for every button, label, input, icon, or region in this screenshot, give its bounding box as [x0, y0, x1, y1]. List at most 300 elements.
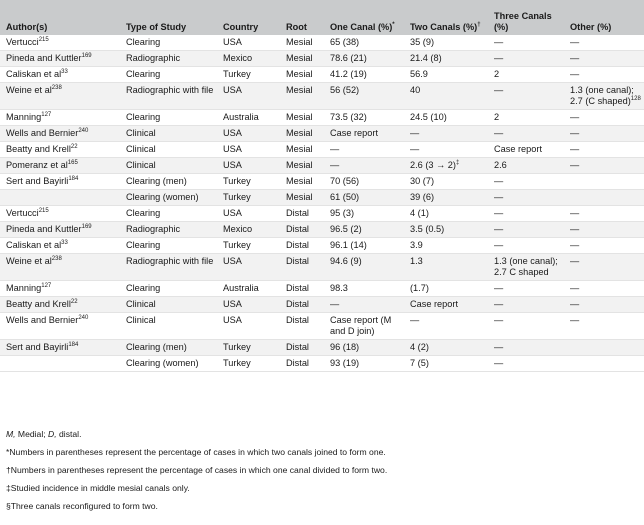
column-header — [120, 0, 217, 35]
column-header — [324, 0, 404, 35]
table-row — [0, 340, 644, 356]
other-cell — [564, 158, 644, 174]
author-cell-text: Vertucci — [6, 37, 39, 47]
root-cell-text: Mesial — [286, 85, 313, 95]
country-cell — [217, 254, 280, 281]
study-type-cell-text: Clearing — [126, 240, 161, 250]
three-canals-cell-text: — — [494, 85, 504, 95]
one-canal-cell-text: 73.5 (32) — [330, 112, 367, 122]
country-cell — [217, 67, 280, 83]
three-canals-cell — [488, 174, 564, 190]
study-type-cell-text: Clearing — [126, 37, 161, 47]
table-row — [0, 190, 644, 206]
country-cell — [217, 340, 280, 356]
column-header — [0, 0, 120, 35]
column-header — [217, 0, 280, 35]
other-cell — [564, 142, 644, 158]
table-row — [0, 281, 644, 297]
country-cell-text: Turkey — [223, 342, 251, 352]
root-cell — [280, 254, 324, 281]
three-canals-cell-text: — — [494, 283, 504, 293]
study-type-cell-text: Clinical — [126, 299, 156, 309]
author-cell — [0, 238, 120, 254]
table-row — [0, 174, 644, 190]
one-canal-cell — [324, 158, 404, 174]
other-cell — [564, 254, 644, 281]
root-cell — [280, 356, 324, 372]
reference-superscript: 215 — [38, 207, 49, 214]
country-cell-text: USA — [223, 208, 242, 218]
three-canals-cell-text: — — [494, 128, 504, 138]
column-header-label: Three Canals (%) — [494, 11, 552, 32]
reference-superscript: 184 — [68, 175, 79, 182]
other-cell — [564, 340, 644, 356]
two-canals-cell — [404, 297, 488, 313]
study-type-cell-text: Clearing — [126, 112, 161, 122]
author-cell — [0, 281, 120, 297]
reference-superscript: 238 — [51, 84, 62, 91]
author-cell — [0, 142, 120, 158]
one-canal-cell — [324, 281, 404, 297]
other-cell — [564, 356, 644, 372]
root-cell — [280, 297, 324, 313]
reference-superscript: 240 — [78, 314, 89, 321]
country-cell-text: USA — [223, 160, 242, 170]
study-type-cell — [120, 174, 217, 190]
two-canals-cell — [404, 142, 488, 158]
root-cell-text: Distal — [286, 240, 309, 250]
root-cell-text: Distal — [286, 208, 309, 218]
table-row — [0, 35, 644, 51]
other-cell — [564, 206, 644, 222]
root-cell-text: Mesial — [286, 160, 313, 170]
study-type-cell-text: Clearing (men) — [126, 342, 187, 352]
column-header-label: Type of Study — [126, 22, 187, 32]
root-cell — [280, 313, 324, 340]
two-canals-cell — [404, 254, 488, 281]
author-cell-text: Pineda and Kuttler — [6, 53, 82, 63]
three-canals-cell — [488, 110, 564, 126]
table-row — [0, 222, 644, 238]
country-cell-text: USA — [223, 315, 242, 325]
author-cell-text: Pineda and Kuttler — [6, 224, 82, 234]
two-canals-cell-text: 40 — [410, 85, 421, 95]
root-cell-text: Mesial — [286, 69, 313, 79]
three-canals-cell-text: — — [494, 176, 504, 186]
other-cell — [564, 297, 644, 313]
two-canals-cell — [404, 51, 488, 67]
study-type-cell — [120, 51, 217, 67]
two-canals-cell-text: (1.7) — [410, 283, 429, 293]
study-type-cell — [120, 206, 217, 222]
country-cell-text: USA — [223, 256, 242, 266]
one-canal-cell-text: 96.1 (14) — [330, 240, 367, 250]
three-canals-cell-text: 1.3 (one canal); 2.7 C shaped — [494, 256, 558, 277]
reference-superscript: 215 — [38, 36, 49, 43]
two-canals-cell — [404, 281, 488, 297]
study-type-cell — [120, 356, 217, 372]
footnote-star: *Numbers in parentheses represent the percentage of cases in which two canals joined to form one. — [6, 447, 386, 457]
other-cell — [564, 313, 644, 340]
country-cell — [217, 238, 280, 254]
one-canal-cell-text: — — [330, 144, 340, 154]
author-cell — [0, 356, 120, 372]
two-canals-cell — [404, 158, 488, 174]
study-type-cell-text: Radiographic with file — [126, 85, 214, 95]
author-cell — [0, 222, 120, 238]
country-cell — [217, 174, 280, 190]
three-canals-cell-text: — — [494, 358, 504, 368]
root-cell-text: Mesial — [286, 53, 313, 63]
two-canals-cell-text: — — [410, 144, 420, 154]
footnote-double-dagger: ‡Studied incidence in middle mesial canals only. — [6, 483, 190, 493]
two-canals-cell-text: 3.9 — [410, 240, 423, 250]
root-cell — [280, 281, 324, 297]
country-cell — [217, 281, 280, 297]
study-type-cell — [120, 190, 217, 206]
reference-superscript: 22 — [70, 298, 78, 305]
reference-superscript: 165 — [67, 159, 78, 166]
country-cell — [217, 35, 280, 51]
two-canals-cell — [404, 174, 488, 190]
study-type-cell-text: Clinical — [126, 160, 156, 170]
one-canal-cell — [324, 190, 404, 206]
two-canals-cell — [404, 67, 488, 83]
one-canal-cell-text: Case report (M and D join) — [330, 315, 392, 336]
root-cell-text: Distal — [286, 283, 309, 293]
three-canals-cell — [488, 254, 564, 281]
one-canal-cell-text: 96 (18) — [330, 342, 360, 352]
country-cell — [217, 190, 280, 206]
root-cell-text: Mesial — [286, 192, 313, 202]
two-canals-cell-text: 35 (9) — [410, 37, 435, 47]
root-cell — [280, 190, 324, 206]
three-canals-cell-text: — — [494, 240, 504, 250]
two-canals-cell-text: — — [410, 128, 420, 138]
three-canals-cell-text: Case report — [494, 144, 543, 154]
author-cell-text: Beatty and Krell — [6, 299, 71, 309]
study-type-cell — [120, 297, 217, 313]
one-canal-cell — [324, 51, 404, 67]
column-header-label: Author(s) — [6, 22, 48, 32]
country-cell-text: USA — [223, 37, 242, 47]
root-cell — [280, 340, 324, 356]
country-cell — [217, 142, 280, 158]
other-cell-text: — — [570, 256, 580, 266]
three-canals-cell-text: — — [494, 192, 504, 202]
country-cell-text: Australia — [223, 283, 259, 293]
three-canals-cell — [488, 340, 564, 356]
root-cell-text: Mesial — [286, 128, 313, 138]
root-cell — [280, 83, 324, 110]
two-canals-cell-text: Case report — [410, 299, 459, 309]
one-canal-cell — [324, 35, 404, 51]
study-type-cell-text: Clearing — [126, 69, 161, 79]
study-type-cell — [120, 254, 217, 281]
three-canals-cell-text: — — [494, 208, 504, 218]
one-canal-cell — [324, 110, 404, 126]
one-canal-cell-text: 61 (50) — [330, 192, 360, 202]
reference-superscript: 240 — [78, 127, 89, 134]
table-row — [0, 297, 644, 313]
country-cell-text: Turkey — [223, 240, 251, 250]
root-cell — [280, 174, 324, 190]
study-type-cell — [120, 126, 217, 142]
one-canal-cell-text: 65 (38) — [330, 37, 360, 47]
country-cell-text: Turkey — [223, 358, 251, 368]
three-canals-cell-text: — — [494, 299, 504, 309]
country-cell — [217, 83, 280, 110]
table-row — [0, 356, 644, 372]
two-canals-cell — [404, 206, 488, 222]
table-row — [0, 206, 644, 222]
author-cell-text: Wells and Bernier — [6, 315, 79, 325]
two-canals-cell — [404, 238, 488, 254]
footnote-dagger: †Numbers in parentheses represent the percentage of cases in which one canal divided to form two. — [6, 465, 388, 475]
three-canals-cell — [488, 281, 564, 297]
table-row — [0, 238, 644, 254]
two-canals-cell — [404, 190, 488, 206]
three-canals-cell — [488, 83, 564, 110]
two-canals-cell-text: 24.5 (10) — [410, 112, 447, 122]
country-cell-text: Australia — [223, 112, 259, 122]
study-type-cell-text: Radiographic with file — [126, 256, 214, 266]
one-canal-cell — [324, 174, 404, 190]
column-header — [280, 0, 324, 35]
header-row — [0, 0, 644, 35]
column-header — [488, 0, 564, 35]
root-cell — [280, 238, 324, 254]
reference-superscript: 22 — [70, 143, 78, 150]
two-canals-cell — [404, 35, 488, 51]
reference-superscript: 169 — [81, 223, 92, 230]
three-canals-cell — [488, 356, 564, 372]
author-cell — [0, 297, 120, 313]
table-row — [0, 67, 644, 83]
two-canals-cell — [404, 356, 488, 372]
author-cell-text: Manning — [6, 112, 42, 122]
one-canal-cell — [324, 238, 404, 254]
country-cell — [217, 313, 280, 340]
country-cell-text: Turkey — [223, 176, 251, 186]
other-cell-text: 1.3 (one canal); 2.7 (C shaped) — [570, 85, 634, 106]
three-canals-cell — [488, 158, 564, 174]
two-canals-cell — [404, 83, 488, 110]
table-row — [0, 83, 644, 110]
author-cell-text: Weine et al — [6, 256, 52, 266]
three-canals-cell — [488, 67, 564, 83]
column-header-label: Root — [286, 22, 307, 32]
reference-superscript: 184 — [68, 341, 79, 348]
country-cell — [217, 222, 280, 238]
study-type-cell-text: Clinical — [126, 144, 156, 154]
author-cell-text: Pomeranz et al — [6, 160, 68, 170]
column-header — [564, 0, 644, 35]
three-canals-cell — [488, 190, 564, 206]
column-header-label: Other (%) — [570, 22, 612, 32]
author-cell — [0, 126, 120, 142]
study-type-cell — [120, 313, 217, 340]
reference-superscript: 33 — [61, 239, 68, 246]
one-canal-cell — [324, 206, 404, 222]
two-canals-cell-text: 39 (6) — [410, 192, 435, 202]
one-canal-cell-text: — — [330, 299, 340, 309]
table-row — [0, 313, 644, 340]
table-body — [0, 35, 644, 372]
one-canal-cell-text: Case report — [330, 128, 379, 138]
one-canal-cell-text: 93 (19) — [330, 358, 360, 368]
other-cell-text: — — [570, 69, 580, 79]
two-canals-cell-text: 21.4 (8) — [410, 53, 442, 63]
one-canal-cell-text: 98.3 — [330, 283, 348, 293]
other-cell — [564, 83, 644, 110]
author-cell — [0, 51, 120, 67]
root-cell — [280, 51, 324, 67]
three-canals-cell — [488, 206, 564, 222]
two-canals-cell-text: 3.5 (0.5) — [410, 224, 445, 234]
root-cell — [280, 126, 324, 142]
root-cell-text: Mesial — [286, 112, 313, 122]
country-cell-text: Mexico — [223, 53, 253, 63]
column-header-footnote-mark: † — [477, 21, 481, 28]
root-cell — [280, 142, 324, 158]
one-canal-cell — [324, 222, 404, 238]
two-canals-cell-text: — — [410, 315, 420, 325]
two-canals-cell-text: 4 (1) — [410, 208, 429, 218]
abbreviation-note — [6, 428, 640, 440]
root-cell-text: Distal — [286, 342, 309, 352]
one-canal-cell — [324, 313, 404, 340]
country-cell — [217, 206, 280, 222]
author-cell-text: Sert and Bayirli — [6, 176, 69, 186]
study-type-cell — [120, 238, 217, 254]
three-canals-cell — [488, 51, 564, 67]
one-canal-cell-text: 78.6 (21) — [330, 53, 367, 63]
one-canal-cell-text: 41.2 (19) — [330, 69, 367, 79]
author-cell-text: Caliskan et al — [6, 69, 62, 79]
two-canals-cell-text: 1.3 — [410, 256, 423, 266]
one-canal-cell — [324, 356, 404, 372]
table-row — [0, 158, 644, 174]
abbrev-d: D, — [48, 429, 57, 439]
study-type-cell-text: Clearing — [126, 208, 161, 218]
other-cell — [564, 67, 644, 83]
two-canals-cell — [404, 110, 488, 126]
other-cell — [564, 281, 644, 297]
study-type-cell — [120, 67, 217, 83]
three-canals-cell — [488, 35, 564, 51]
other-cell-text: — — [570, 315, 580, 325]
three-canals-cell-text: — — [494, 37, 504, 47]
two-canals-cell — [404, 313, 488, 340]
three-canals-cell — [488, 238, 564, 254]
author-cell — [0, 83, 120, 110]
one-canal-cell — [324, 126, 404, 142]
one-canal-cell — [324, 297, 404, 313]
study-type-cell-text: Clinical — [126, 315, 156, 325]
author-cell — [0, 313, 120, 340]
study-type-cell-text: Clearing (men) — [126, 176, 187, 186]
other-cell — [564, 35, 644, 51]
root-cell-text: Distal — [286, 358, 309, 368]
three-canals-cell — [488, 297, 564, 313]
two-canals-cell-text: 4 (2) — [410, 342, 429, 352]
three-canals-cell-text: 2.6 — [494, 160, 507, 170]
one-canal-cell — [324, 67, 404, 83]
author-cell — [0, 206, 120, 222]
other-cell-text: — — [570, 240, 580, 250]
table-header — [0, 0, 644, 35]
one-canal-cell — [324, 142, 404, 158]
other-cell-text: — — [570, 160, 580, 170]
country-cell-text: Mexico — [223, 224, 253, 234]
author-cell-text: Weine et al — [6, 85, 52, 95]
root-cell — [280, 110, 324, 126]
one-canal-cell-text: 95 (3) — [330, 208, 355, 218]
country-cell — [217, 297, 280, 313]
root-cell-text: Mesial — [286, 144, 313, 154]
country-cell-text: Turkey — [223, 192, 251, 202]
other-cell-text: — — [570, 37, 580, 47]
country-cell-text: USA — [223, 85, 242, 95]
root-cell-text: Distal — [286, 224, 309, 234]
one-canal-cell-text: — — [330, 160, 340, 170]
two-canals-cell-text: 2.6 (3 → 2) — [410, 160, 456, 170]
other-cell — [564, 110, 644, 126]
reference-superscript: 128 — [630, 95, 641, 102]
country-cell — [217, 110, 280, 126]
other-cell — [564, 190, 644, 206]
other-cell — [564, 222, 644, 238]
three-canals-cell-text: — — [494, 342, 504, 352]
study-type-cell — [120, 83, 217, 110]
three-canals-cell-text: — — [494, 53, 504, 63]
table-row — [0, 254, 644, 281]
author-cell — [0, 158, 120, 174]
author-cell-text: Vertucci — [6, 208, 39, 218]
author-cell — [0, 174, 120, 190]
reference-superscript: 169 — [81, 52, 92, 59]
three-canals-cell-text: — — [494, 315, 504, 325]
other-cell — [564, 174, 644, 190]
abbrev-m-text: Medial; — [15, 429, 49, 439]
study-type-cell — [120, 110, 217, 126]
author-cell — [0, 35, 120, 51]
one-canal-cell — [324, 340, 404, 356]
root-cell — [280, 206, 324, 222]
reference-superscript: 127 — [41, 111, 52, 118]
one-canal-cell-text: 56 (52) — [330, 85, 360, 95]
root-cell — [280, 158, 324, 174]
reference-superscript: 238 — [51, 255, 62, 262]
one-canal-cell — [324, 83, 404, 110]
two-canals-cell-text: 30 (7) — [410, 176, 435, 186]
country-cell — [217, 158, 280, 174]
column-header-label: One Canal (%) — [330, 22, 393, 32]
country-cell-text: USA — [223, 144, 242, 154]
other-cell-text: — — [570, 283, 580, 293]
abbrev-d-text: distal. — [56, 429, 82, 439]
study-type-cell-text: Clearing (women) — [126, 358, 199, 368]
author-cell — [0, 110, 120, 126]
root-cell-text: Distal — [286, 315, 309, 325]
study-type-cell-text: Clearing — [126, 283, 161, 293]
other-cell-text: — — [570, 224, 580, 234]
country-cell-text: USA — [223, 128, 242, 138]
other-cell — [564, 51, 644, 67]
table-row — [0, 51, 644, 67]
country-cell-text: USA — [223, 299, 242, 309]
